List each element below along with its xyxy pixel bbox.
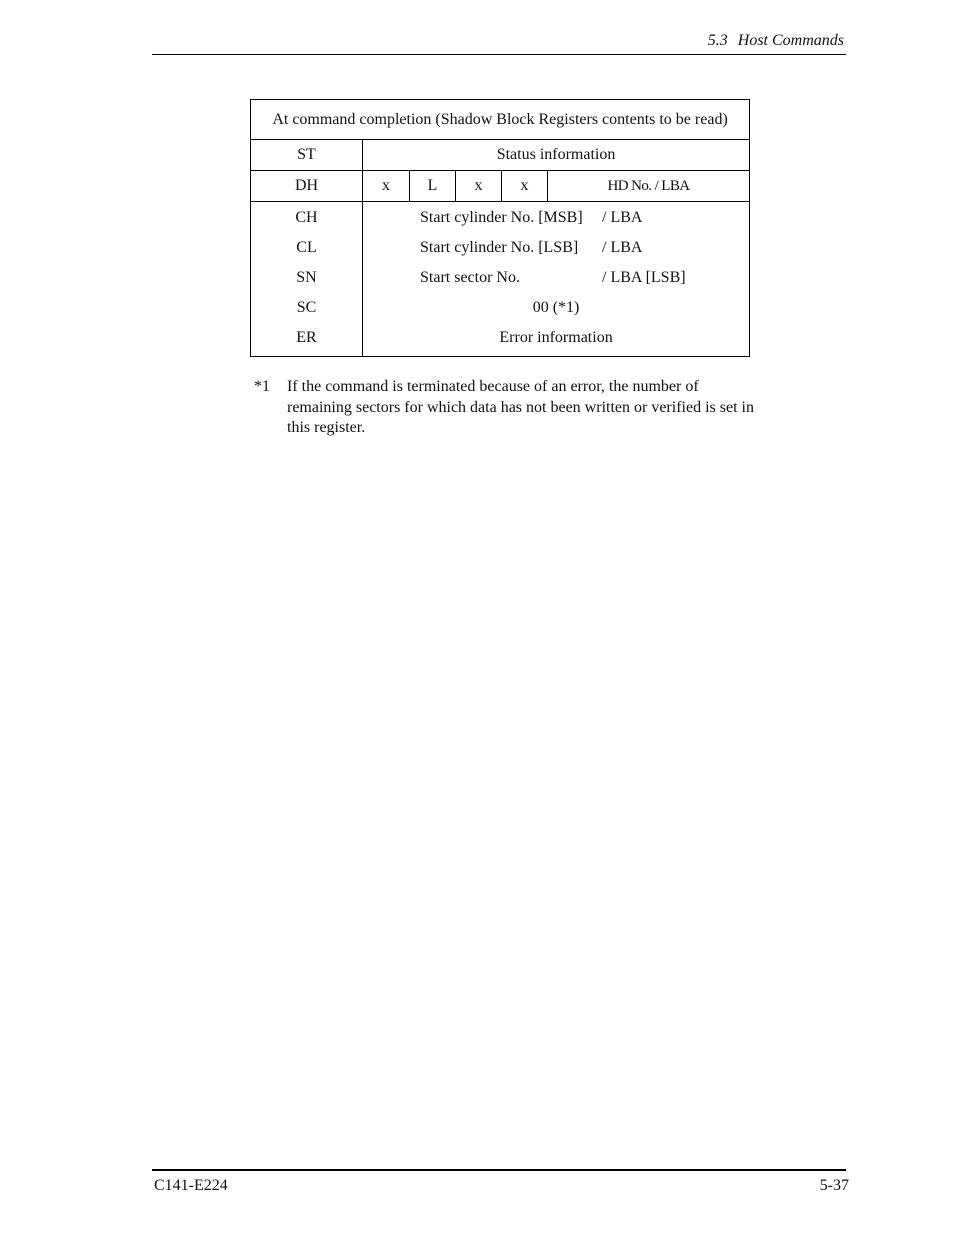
table-row-dh [251,171,750,202]
register-value-ch [363,203,749,233]
register-label-sn: SN [296,269,317,286]
register-value-sn [363,263,749,293]
register-value-cl-suffix: / LBA [602,239,643,256]
register-value-sn-suffix: / LBA [LSB] [602,269,686,286]
register-value-sc: 00 (*1) [532,299,580,316]
dh-bit-7: x [363,171,410,202]
table-row-st [251,140,750,171]
page-footer [152,1169,849,1194]
register-value-er: Error information [499,329,613,346]
footer-page-number: 5-37 [819,1177,849,1194]
register-label-sc: SC [296,299,317,316]
register-label-ch: CH [295,209,318,226]
header-text [708,32,844,50]
header-section-title: Host Commands [737,32,844,49]
dh-bit-5: x [456,171,502,202]
dh-bit-4: x [502,171,548,202]
register-value-ch-text: Start cylinder No. [MSB] [420,209,583,226]
dh-bit-6: L [410,171,456,202]
register-label-st: ST [251,140,363,171]
register-value-cl [363,233,749,263]
table-title: At command completion (Shadow Block Registers contents to be read) [251,100,750,140]
register-value-st: Status information [363,140,750,171]
footnote-mark: *1 [254,378,270,395]
page-header [152,31,846,55]
register-value-sn-text: Start sector No. [420,269,520,286]
header-section-number: 5.3 [707,32,728,49]
register-value-ch-suffix: / LBA [602,209,643,226]
footnote-text: If the command is terminated because of an error, the number of remaining sectors for which data has not been written or verified is set in this register. [287,378,754,436]
register-values [363,203,749,353]
register-value-cl-text: Start cylinder No. [LSB] [420,239,579,256]
register-labels [251,203,362,353]
footer-doc-id: C141-E224 [154,1177,228,1194]
register-values-cell [363,202,750,357]
register-label-cl: CL [296,239,317,256]
register-label-dh: DH [251,171,363,202]
dh-value: HD No. / LBA [548,171,750,202]
register-table [250,99,750,357]
table-row-block [251,202,750,357]
footnote [254,377,764,439]
register-label-er: ER [296,329,317,346]
register-labels-cell [251,202,363,357]
